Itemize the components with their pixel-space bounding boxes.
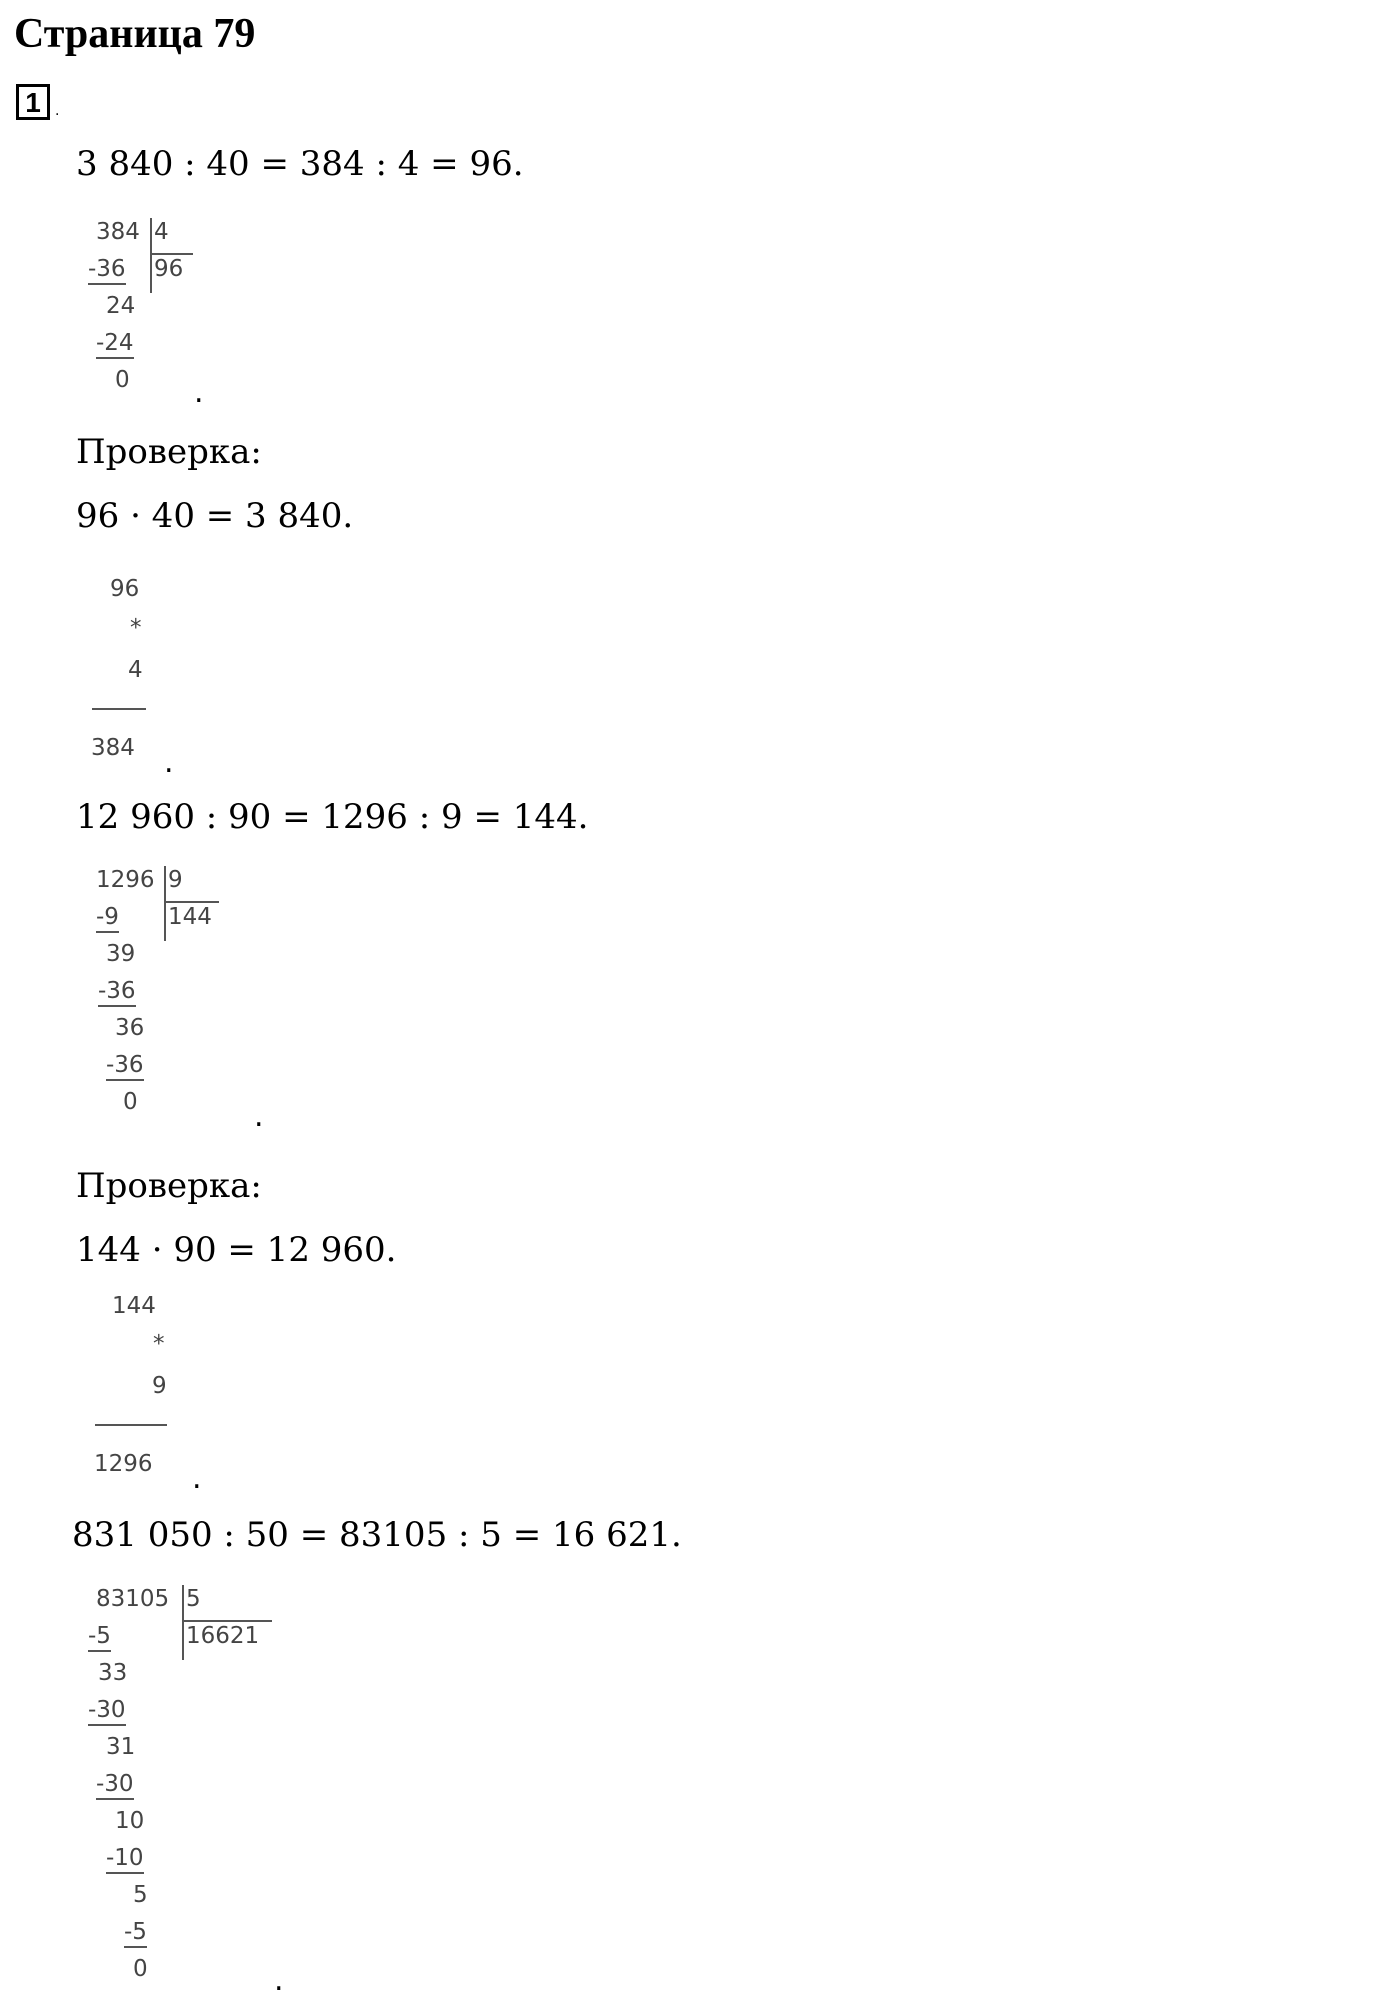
division-step: 5 <box>133 1882 148 1908</box>
period: . <box>164 745 174 780</box>
division-step: 10 <box>115 1808 145 1834</box>
division-step: 33 <box>98 1660 128 1686</box>
period: . <box>192 1461 202 1496</box>
multiplication-line <box>92 708 146 710</box>
equation-3: 831 050 : 50 = 83105 : 5 = 16 621. <box>72 1515 682 1555</box>
division-step: -9 <box>96 903 119 933</box>
division-step: 24 <box>106 293 136 319</box>
equation-1: 3 840 : 40 = 384 : 4 = 96. <box>76 144 524 184</box>
check-label-2: Проверка: <box>76 1166 262 1206</box>
division-step: -24 <box>96 329 134 359</box>
quotient: 144 <box>168 904 212 930</box>
division-step: -30 <box>88 1696 126 1726</box>
product: 384 <box>91 735 135 761</box>
division-step: -36 <box>106 1051 144 1081</box>
check-equation-1: 96 · 40 = 3 840. <box>76 496 354 536</box>
division-step: 31 <box>106 1734 136 1760</box>
multiply-sign: * <box>153 1331 165 1357</box>
division-step: -36 <box>98 977 136 1007</box>
division-step: -10 <box>106 1844 144 1874</box>
multiplicand: 144 <box>112 1293 156 1319</box>
division-remainder: 0 <box>123 1089 138 1115</box>
page-title: Страница 79 <box>14 11 256 57</box>
check-equation-2: 144 · 90 = 12 960. <box>76 1230 397 1270</box>
division-remainder: 0 <box>133 1956 148 1982</box>
division-step: -5 <box>88 1622 111 1652</box>
division-bar <box>150 218 152 293</box>
division-remainder: 0 <box>115 367 130 393</box>
multiplication-line <box>95 1424 167 1426</box>
division-step: -30 <box>96 1770 134 1800</box>
divisor: 5 <box>186 1586 201 1612</box>
division-step: -36 <box>88 255 126 285</box>
dividend: 384 <box>96 219 140 245</box>
division-bar <box>164 866 166 941</box>
multiply-sign: * <box>130 615 142 641</box>
period: . <box>274 1963 284 1998</box>
product: 1296 <box>94 1451 153 1477</box>
division-step: -5 <box>124 1918 147 1948</box>
division-bar <box>150 253 193 255</box>
task-number-box: 1 <box>16 84 50 120</box>
quotient: 96 <box>154 256 184 282</box>
equation-2: 12 960 : 90 = 1296 : 9 = 144. <box>76 797 589 837</box>
multiplier: 4 <box>128 657 143 683</box>
period: . <box>194 375 204 410</box>
quotient: 16621 <box>186 1623 260 1649</box>
dividend: 83105 <box>96 1586 170 1612</box>
division-bar <box>182 1620 272 1622</box>
check-label-1: Проверка: <box>76 432 262 472</box>
division-bar <box>182 1585 184 1660</box>
dividend: 1296 <box>96 867 155 893</box>
division-bar <box>164 901 219 903</box>
division-step: 36 <box>115 1015 145 1041</box>
divisor: 9 <box>168 867 183 893</box>
period: . <box>254 1099 264 1134</box>
task-number-dot: . <box>55 103 60 119</box>
divisor: 4 <box>154 219 169 245</box>
division-step: 39 <box>106 941 136 967</box>
multiplicand: 96 <box>110 576 140 602</box>
multiplier: 9 <box>152 1373 167 1399</box>
